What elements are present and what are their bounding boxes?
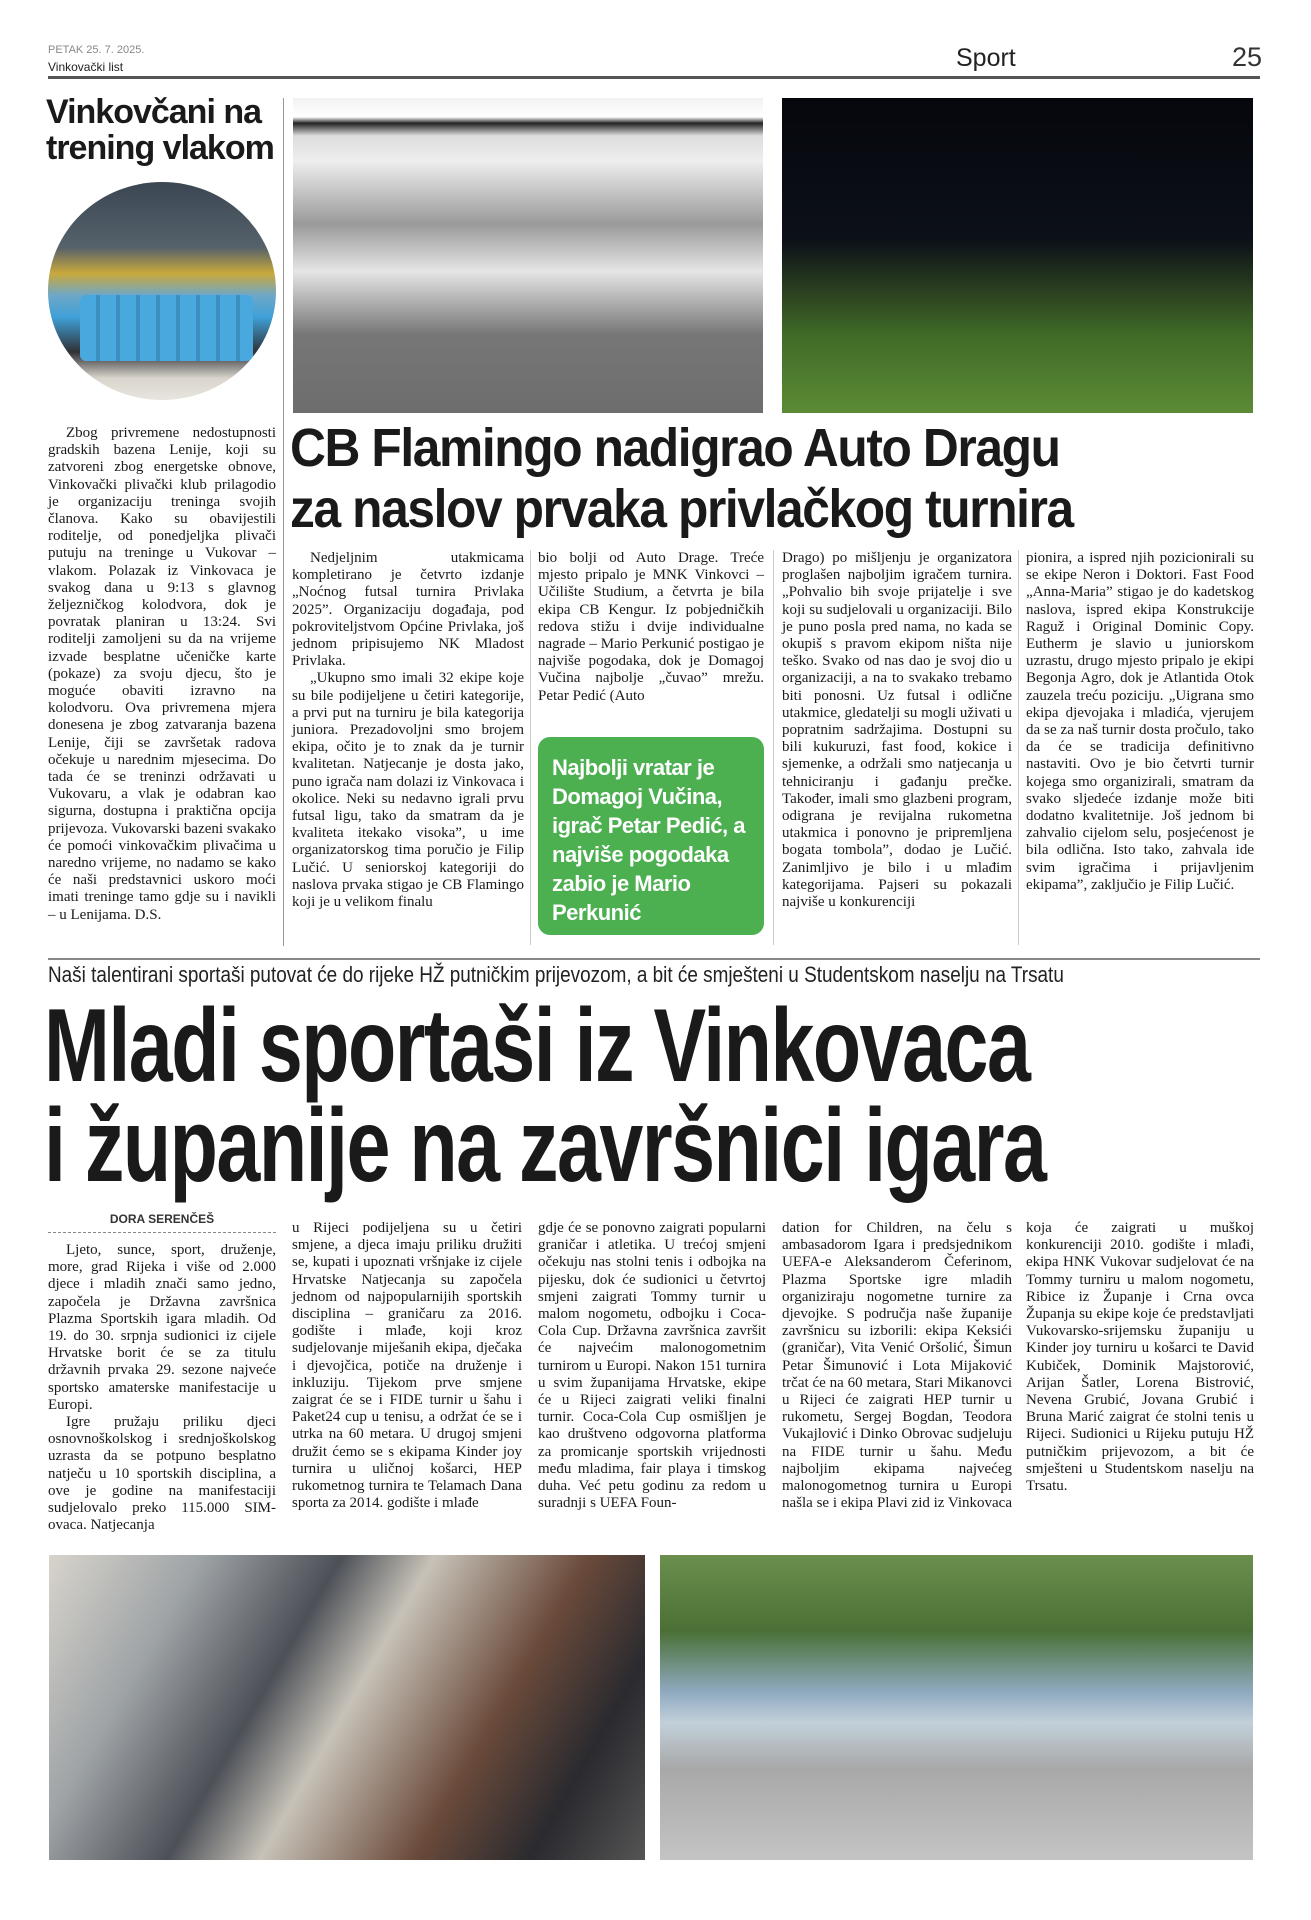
section-title: Sport [956,44,1016,72]
author-byline: DORA SERENČEŠ [109,1212,215,1226]
futsal-column-4 [1026,550,1254,894]
futsal-column-1 [292,550,524,911]
paragraph: Zbog privremene nedostupnosti gradskih bazena Lenije, koji su zatvoreni zbog energetske obnove, Vinkovački plivački klub prilagodio je organizaciju treninga svojih članova. Kako su obavijestili roditelje, od ponedjeljka plivači putuju na treninge u Vukovar – vlakom. Polazak iz Vinkovaca je svakog dana u 9:13 s glavnog željezničkog kolodvora, dok je povratak planiran u 13:24. Svi roditelji zamoljeni su da na vrijeme izvade besplatne učeničke karte (pokaze) za svoju djecu, što je moguće obaviti izravno na kolodvoru. Ova privremena mjera donesena je zbog zatvaranja bazena Lenije, čiji se završetak radova očekuje u narednim mjesecima. Do tada će se treninzi održavati u Vukovaru, a vlak je odabran kao sigurna, dostupna i praktična opcija prijevoza. Vukovarski bazeni svakako će pomoći vinkovačkim plivačima u naredno vrijeme, no nadamo se kako će naši predstavnici uskoro moći imati treninge tamo gdje su i navikli – u Lenijama. D.S. [48,425,276,923]
swimmers-team-photo [48,182,276,400]
pullquote-box: Najbolji vratar je Domagoj Vučina, igrač Petar Pedić, a najviše pogodaka zabio je Mario Perkunić [538,737,764,935]
newspaper-name: Vinkovački list [48,60,124,74]
byline-divider [48,1232,276,1233]
section-rule [48,958,1260,960]
paragraph: pionira, a ispred njih pozicionirali su se ekipe Neron i Doktori. Fast Food „Anna-Maria” stigao je do kadetskog naslova, ispred ekipa Konstrukcije Raguž i Original Dominic Copy. Eutherm je slavio u juniorskom uzrastu, drugo mjesto pripalo je ekipi Begonja Agro, dok je Atlantida Otok zauzela treću poziciju. „Uigrana smo ekipa djevojaka i mladića, vjerujem da se za naš turnir dosta pročulo, tako da će se tradicija definitivno nastaviti. Ovo je bio četvrti turnir kojega smo organizirali, smatram da svako sljedeće izdanje može biti dodatno kvalitetnije. Još jednom bi zahvalio cijelom selu, posjećenost je bila odlična. Isto tako, zahvala ide svim igračima i prijavljenim ekipama”, zaključio je Filip Lučić. [1026,550,1254,893]
train-station-photo [49,1555,645,1860]
paragraph: bio bolji od Auto Drage. Treće mjesto pripalo je MNK Vinkovci – Učilište Studium, a četvrta je bila ekipa CB Kengur. Iz pobjedničkih redova stižu i dvije individualne nagrade – Mario Perkunić postigao je najviše pogodaka, dok je Domagoj Vučina najbolje „čuvao” mrežu. Petar Pedić (Auto [538,550,764,704]
side-article-headline: Vinkovčani na trening vlakom [46,93,274,167]
games-column-2 [292,1220,522,1512]
games-column-4 [782,1220,1012,1512]
column-divider [773,550,774,945]
games-field-photo [660,1555,1253,1860]
paragraph: Drago) po mišljenju je organizatora proglašen najboljim igračem turnira. „Pohvalio bih svoje prijatelje i sve koji su sudjelovali u organizaciji. Bilo je puno posla pred nama, no kada se okupiš s pravom ekipom ništa nije teško. Svako od nas dao je svoj dio u organizaciji, a na to svakako trebamo biti ponosni. Uz futsal i odlične utakmice, gledatelji su mogli uživati u popratnim sadržajima. Dostupni su bili kukuruzi, fast food, kokice i sjemenke, a održali smo natjecanja u tehniciranju i gađanju prečke. Također, imali smo glazbeni program, odigrana je revijalna rukometna utakmica i ponovno je pripremljena bogata tombola”, dodao je Lučić. Zanimljivo je bilo i u mlađim kategorijama. Pajseri su pokazali najviše u konkurenciji [782,550,1012,911]
headline-line: za naslov prvaka privlačkog turnira [290,479,1073,539]
side-article-body [48,425,276,924]
futsal-team-photo [293,98,763,413]
paragraph: Igre pružaju priliku djeci osnovnoškolskog i srednjoškolskog uzrasta da se potpuno besplatno natječu u 10 sportskih disciplina, a ove je godine na manifestaciji sudjelovalo preko 115.000 SIM-ovaca. Natjecanja [48,1414,276,1534]
headline-line: i županije na završnici igara [44,1088,1046,1204]
paragraph: Ljeto, sunce, sport, druženje, more, grad Rijeka i više od 2.000 djece i mladih znači samo jedno, započela je Državna završnica Plazma Sportskih igara mladih. Od 19. do 30. srpnja sudionici iz cijele Hrvatske borit će se za titulu državnih prvaka 29. sezone najveće sportsko amaterske manifestacije u Europi. [48,1242,276,1413]
games-column-1 [48,1242,276,1534]
headline-line: Mladi sportaši iz Vinkovaca [44,988,1030,1104]
paragraph: Nedjeljnim utakmicama kompletirano je četvrto izdanje „Noćnog futsal turnira Privlaka 2025”. Organizaciju događaja, pod pokroviteljstvom Općine Privlaka, još jednom pripisujemo NK Mladost Privlaka. [292,550,524,670]
column-divider [1018,550,1019,945]
column-divider [283,98,284,946]
games-headline [44,988,1311,1204]
games-column-5 [1026,1220,1254,1495]
subheadline-text: Naši talentirani sportaši putovat će do rijeke HŽ putničkim prijevozom, a bit će smješteni u Studentskom naselju na Trsatu [48,962,1064,987]
paragraph: koja će zaigrati u muškoj konkurenciji 2010. godište i mlađi, ekipa HNK Vukovar sudjelovat će na Tommy turniru u malom nogometu, Ribice iz Županje i Crna ovca Županja su ekipe koje će predstavljati Vukovarsko-srijemsku županiju u Kinder joy turniru u košarci te David Kubiček, Dominik Majstorović, Arijan Šatler, Lorena Bistrović, Nevena Grubić, Jovana Grubić i Bruna Marić zaigrat će stolni tenis u Rijeci. Sudionici u Rijeku putuju HŽ putničkim prijevozom, a bit će smješteni u Studentskom naselju na Trsatu. [1026,1220,1254,1495]
paragraph: „Ukupno smo imali 32 ekipe koje su bile podijeljene u četiri kategorije, a prvi put na turniru je bila kategorija juniora. Prezadovoljni smo brojem ekipa, očito je to znak da je turnir kvalitetan. Natjecanje je dosta jako, puno igrača nam dolazi iz Vinkovaca i okolice. Neki su nedavno igrali prvu futsal ligu, tako da smatram da je kvaliteta itekako visoka”, u ime organizatorskog tima poručio je Filip Lučić. U seniorskoj kategoriji do naslova prvaka stigao je CB Flamingo koji je u velikom finalu [292,670,524,911]
page-number: 25 [1232,42,1263,72]
headline-line: CB Flamingo nadigrao Auto Dragu [290,418,1060,478]
night-tournament-photo [782,98,1253,413]
header-rule [48,76,1260,79]
issue-date: PETAK 25. 7. 2025. [48,44,145,56]
paragraph: u Rijeci podijeljena su u četiri smjene, a djeca imaju priliku družiti se, kupati i upoznati vršnjake iz cijele Hrvatske Natjecanja su započela jednom od najpopularnijih sportskih disciplina – graničaru za 2016. godište i mlađe, koji kroz sudjelovanje miješanih ekipa, dječaka i djevojčica, potiče na druženje i inkluziju. Tijekom prve smjene zaigrat će se i FIDE turnir u šahu i Paket24 cup u tenisu, a održat će se i utrka na 60 metara. U drugoj smjeni družit ćemo se s ekipama Kinder joy turnira u uličnoj košarci, HEP rukometnog turnira te Telamach Dana sporta za 2014. godište i mlađe [292,1220,522,1512]
futsal-column-3 [782,550,1012,911]
futsal-column-2 [538,550,764,705]
paragraph: gdje će se ponovno zaigrati popularni graničar i atletika. U trećoj smjeni očekuju nas stolni tenis i odbojka na pijesku, dok će sudionici u četvrtoj smjeni zaigrati Tommy turnir u malom nogometu, odbojku i Coca-Cola Cup. Državna završnica završit će najvećim malonogometnim turnirom u Europi. Nakon 151 turnira u svim županijama Hrvatske, ekipe će u Rijeci zaigrati veliki finalni turnir. Coca-Cola Cup osmišljen je kao društveno odgovorna platforma za promicanje sportskih vrijednosti među mladima, fair playa i timskog duha. Već petu godinu za redom u suradnji s UEFA Foun- [538,1220,766,1512]
column-divider [530,550,531,945]
futsal-article-headline [290,418,1265,540]
games-column-3 [538,1220,766,1512]
games-subheadline [48,962,1260,988]
paragraph: dation for Children, na čelu s ambasadorom Igara i predsjednikom UEFA-e Aleksanderom Čeferinom, Plazma Sportske igre mladih organiziraju nogometne turnire za djevojke. S područja naše županije završnicu su izborili: ekipa Keksići (graničar), Vita Venić Oršolić, Šimun Petar Šimunović i Lota Mijaković trčat će na 60 metara, Stari Mikanovci u Rijeci će zaigrati HEP turnir u rukometu, Sergej Bogdan, Teodora Vukajlović i Dinko Obrovac sudjeluju na FIDE turnir u šahu. Među najboljim ekipama najvećeg malonogometnog turnira u Europi našla se i ekipa Plavi zid iz Vinkovaca [782,1220,1013,1512]
